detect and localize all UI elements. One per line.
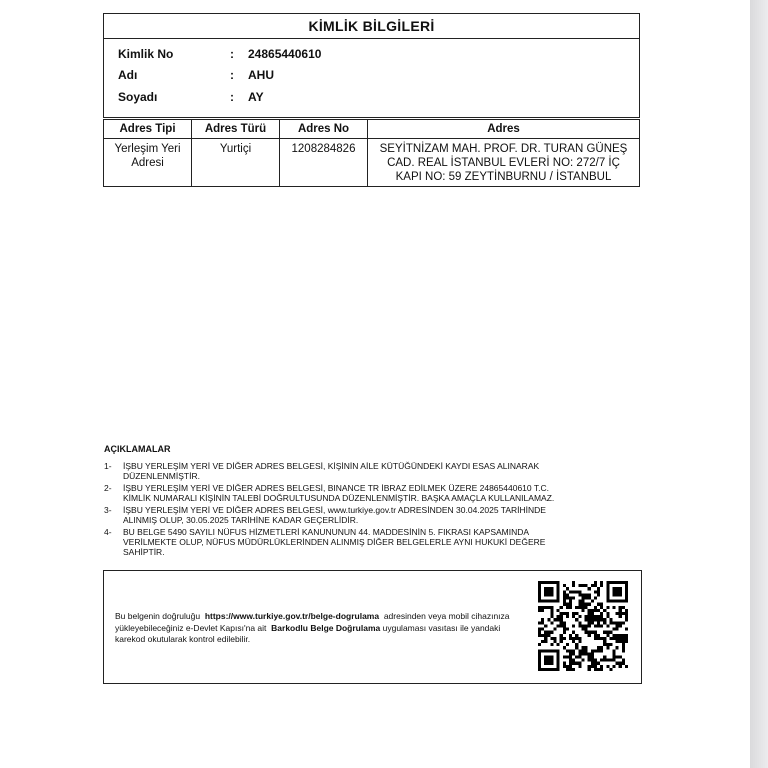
note-line: BU BELGE 5490 SAYILI NÜFUS HİZMETLERİ KANUNUNUN 44. MADDESİNİN 5. FIKRASI KAPSAMINDA (123, 527, 530, 537)
surname-value: AY (248, 90, 264, 104)
note-number: 3- (104, 505, 112, 515)
note-item (104, 461, 644, 481)
address-kind-cell: Yurtiçi (192, 139, 280, 187)
note-number: 4- (104, 527, 112, 537)
address-line: CAD. REAL İSTANBUL EVLERİ NO: 272/7 İÇ (387, 157, 620, 169)
note-item (104, 527, 644, 557)
table-row (104, 139, 640, 187)
verification-text-part: uygulaması vasıtası ile yandaki karekod okutularak kontrol edilebilir. (115, 622, 501, 644)
note-line: İŞBU YERLEŞİM YERİ VE DİĞER ADRES BELGESİ, www.turkiye.gov.tr ADRESİNDEN 30.04.2025 TARİHİNDE (123, 505, 546, 515)
notes-section (104, 444, 644, 559)
address-line: KAPI NO: 59 ZEYTİNBURNU / İSTANBUL (395, 171, 612, 183)
note-item (104, 505, 644, 525)
first-name-value: AHU (248, 68, 274, 82)
id-number-label: Kimlik No (118, 47, 174, 61)
header-address-number: Adres No (280, 120, 368, 139)
surname-colon: : (230, 90, 234, 104)
note-number: 2- (104, 483, 112, 493)
note-line: VERİLMEKTE OLUP, NÜFUS MÜDÜRLÜKLERİNDEN ALINMIŞ DİĞER BELGELERLE AYNI HUKUKİ DEĞERE (123, 537, 546, 547)
address-line: SEYİTNİZAM MAH. PROF. DR. TURAN GÜNEŞ (379, 143, 628, 155)
verification-box (103, 570, 642, 684)
note-line: SAHİPTİR. (123, 547, 165, 557)
note-number: 1- (104, 461, 112, 471)
note-item (104, 483, 644, 503)
address-number-cell: 1208284826 (280, 139, 368, 187)
note-line: DÜZENLENMİŞTİR. (123, 471, 200, 481)
verification-text-part: adresinden veya mobil cihazınıza yükleyebileceğiniz e-Devlet Kapısı'na ait (115, 611, 510, 633)
verification-app-name: Barkodlu Belge Doğrulama (271, 622, 381, 633)
first-name-colon: : (230, 68, 234, 82)
note-line: KİMLİK NUMARALI KİŞİNİN TALEBİ DOĞRULTUSUNDA DÜZENLENMİŞTİR. BAŞKA AMAÇLA KULLANILAMAZ. (123, 493, 555, 503)
address-table-header (104, 120, 640, 139)
address-table (103, 119, 640, 187)
address-type-line: Yerleşim Yeri (114, 143, 181, 155)
note-line: İŞBU YERLEŞİM YERİ VE DİĞER ADRES BELGESİ, KİŞİNİN AİLE KÜTÜĞÜNDEKİ KAYDI ESAS ALINARAK (123, 461, 540, 471)
header-address-kind: Adres Türü (192, 120, 280, 139)
surname-label: Soyadı (118, 90, 158, 104)
first-name-label: Adı (118, 68, 138, 82)
verification-text-part: Bu belgenin doğruluğu (115, 611, 201, 621)
header-address-type: Adres Tipi (104, 120, 192, 139)
notes-title: AÇIKLAMALAR (104, 444, 171, 454)
note-line: İŞBU YERLEŞİM YERİ VE DİĞER ADRES BELGESİ, BINANCE TR İBRAZ EDİLMEK ÜZERE 24865440610 T.C. (123, 483, 549, 493)
identity-section (103, 13, 640, 118)
page-edge (750, 0, 768, 768)
id-number-value: 24865440610 (248, 47, 322, 61)
identity-title: KİMLİK BİLGİLERİ (104, 14, 639, 39)
verification-url[interactable]: https://www.turkiye.gov.tr/belge-dogrulama (204, 611, 380, 621)
address-type-cell (104, 139, 192, 187)
qr-code-icon (538, 581, 628, 671)
header-address: Adres (368, 120, 640, 139)
verification-text (115, 611, 525, 646)
note-line: ALINMIŞ OLUP, 30.05.2025 TARİHİNE KADAR GEÇERLİDİR. (123, 515, 359, 525)
id-number-colon: : (230, 47, 234, 61)
address-cell (368, 139, 640, 187)
address-type-line: Adresi (131, 157, 164, 169)
